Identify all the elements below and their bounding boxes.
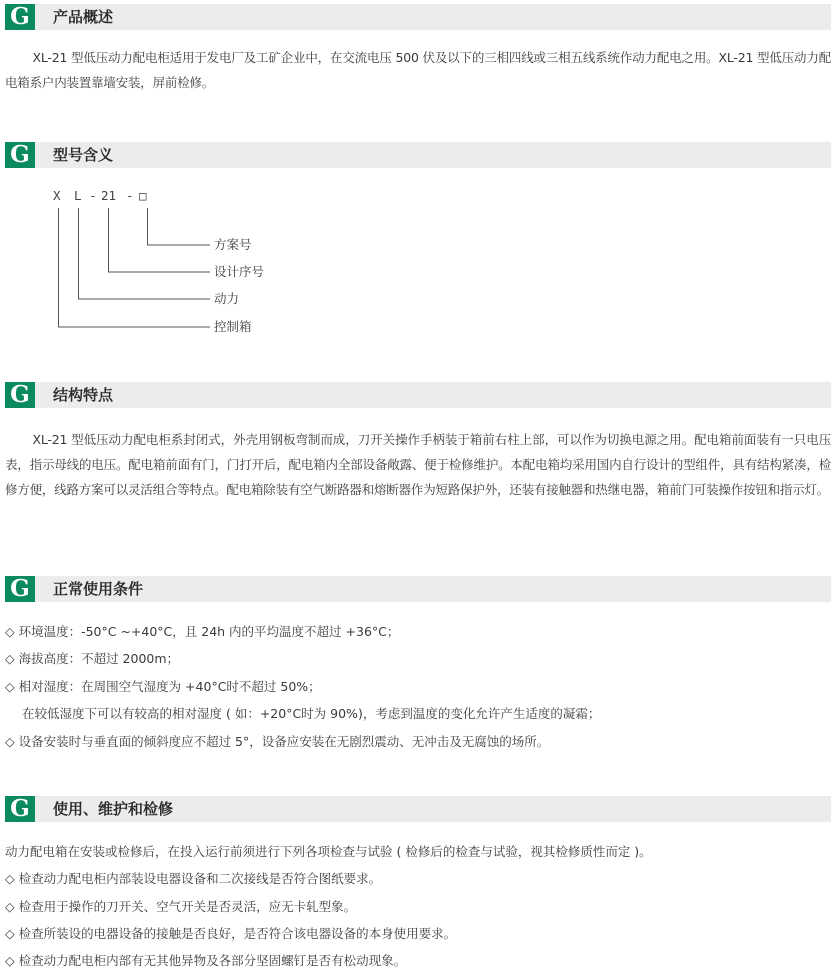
section-title: 使用、维护和检修 — [53, 800, 174, 818]
maintenance-item: ◇ 检查动力配电柜内部装设电器设备和二次接线是否符合图纸要求。 — [5, 871, 382, 886]
g-logo-icon: G — [5, 576, 35, 602]
section-header-maintenance — [5, 796, 831, 822]
model-code-l: L — [74, 188, 82, 203]
model-code-dash: - — [89, 188, 97, 203]
section-title: 型号含义 — [53, 146, 114, 164]
maintenance-item: ◇ 检查所装设的电器设备的接触是否良好，是否符合该电器设备的本身使用要求。 — [5, 926, 457, 941]
maintenance-intro: 动力配电箱在安装或检修后，在投入运行前须进行下列各项检查与试验 ( 检修后的检查与试验，视其检修质性而定 )。 — [5, 844, 652, 859]
g-logo-icon: G — [5, 796, 35, 822]
condition-item: ◇ 相对湿度：在周围空气湿度为 +40°C时不超过 50%； — [5, 679, 321, 694]
overview-paragraph: XL-21 型低压动力配电柜适用于发电厂及工矿企业中，在交流电压 500 伏及以下的三相四线或三相五线系统作动力配电之用。XL-21 型低压动力配电箱系户内装置靠墙安装，屏前检修。 — [5, 50, 831, 90]
condition-item: ◇ 海拔高度：不超过 2000m； — [5, 651, 180, 666]
label-control-box: 控制箱 — [214, 319, 252, 334]
g-logo-icon: G — [5, 4, 35, 30]
label-design-sequence: 设计序号 — [214, 264, 265, 279]
section-header-structure — [5, 382, 831, 408]
section-title: 产品概述 — [53, 8, 114, 26]
condition-item: ◇ 环境温度：-50°C ~+40°C，且 24h 内的平均温度不超过 +36°C； — [5, 624, 400, 639]
tree-line-box — [59, 208, 211, 327]
tree-line-power — [79, 208, 211, 299]
label-power: 动力 — [214, 291, 240, 306]
tree-line-design — [109, 208, 211, 272]
maintenance-item: ◇ 检查用于操作的刀开关、空气开关是否灵活，应无卡轧型象。 — [5, 899, 357, 914]
model-code-dash: - — [126, 188, 134, 203]
condition-item: 在较低湿度下可以有较高的相对湿度 ( 如：+20°C时为 90%)，考虑到温度的变化允许产生适度的凝霜； — [22, 706, 601, 721]
section-title: 结构特点 — [53, 386, 114, 404]
g-logo-icon: G — [5, 142, 35, 168]
model-code-x: X — [53, 188, 61, 203]
section-header-conditions — [5, 576, 831, 602]
structure-paragraph: XL-21 型低压动力配电柜系封闭式，外壳用钢板弯制而成，刀开关操作手柄装于箱前右柱上部，可以作为切换电源之用。配电箱前面装有一只电压表，指示母线的电压。配电箱前面有门，门打开后，配电箱内全部设备敞露、便于检修维护。本配电箱均采用国内自行设计的型组件，具有结构紧凑，检修方便，线路方案可以灵活组合等特点。配电箱除装有空气断路器和熔断器作为短路保护外，还装有接触器和热继电器，箱前门可装操作按钮和指示灯。 — [5, 432, 831, 497]
model-code-number: 21 — [101, 188, 117, 203]
maintenance-item: ◇ 检查动力配电柜内部有无其他异物及各部分坚固螺钉是否有松动现象。 — [5, 953, 407, 968]
tree-line-scheme — [148, 208, 211, 245]
condition-item: ◇ 设备安装时与垂直面的倾斜度应不超过 5°，设备应安装在无剧烈震动、无冲击及无腐蚀的场所。 — [5, 734, 550, 749]
g-logo-icon: G — [5, 382, 35, 408]
label-scheme-number: 方案号 — [214, 237, 252, 252]
section-title: 正常使用条件 — [53, 580, 144, 598]
model-code-box: □ — [139, 188, 147, 203]
